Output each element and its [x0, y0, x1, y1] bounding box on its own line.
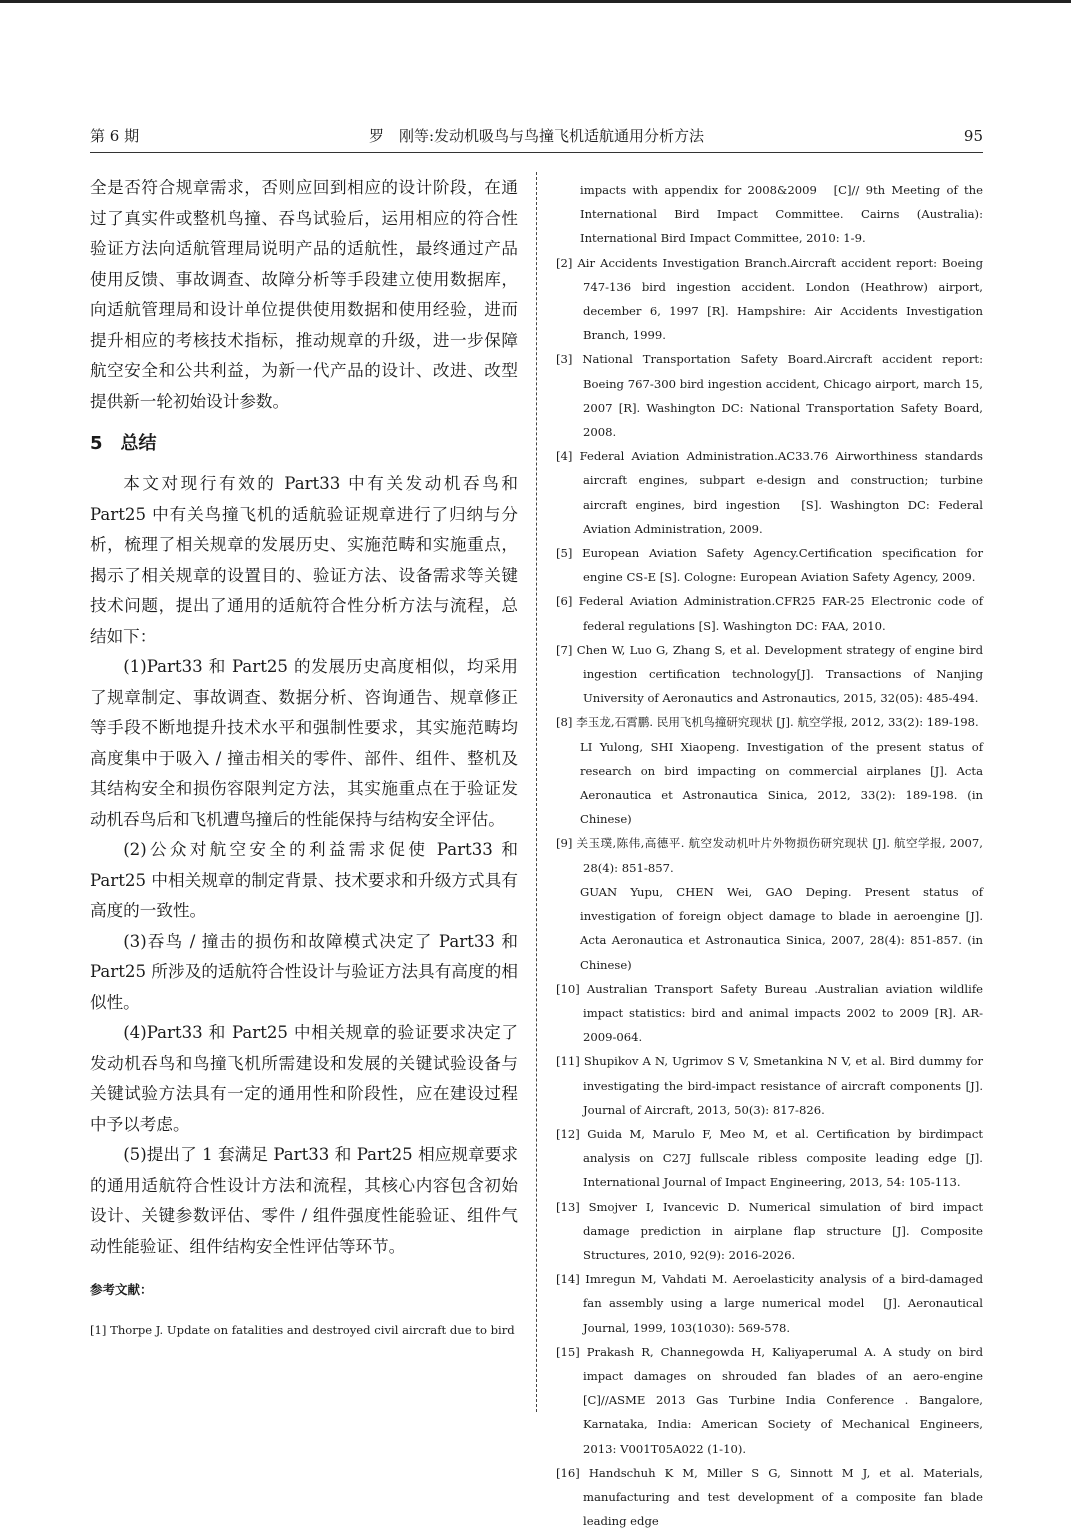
- reference-9: [9] 关玉璞,陈伟,高德平. 航空发动机叶片外物损伤研究现状 [J]. 航空学报, 2007, 28(4): 851-857.: [556, 836, 983, 875]
- top-border-line: [0, 0, 1071, 3]
- reference-2: [2] Air Accidents Investigation Branch.Aircraft accident report: Boeing 747-136 bird ingestion accident. London (Heathrow) airport, december 6, 1997 [R]. Hampshire: Air Accidents Investigation Branch, 1999.: [556, 255, 983, 343]
- reference-16: [16] Handschuh K M, Miller S G, Sinnott M J, et al. Materials, manufacturing and test development of a composite fan blade leading edge: [556, 1465, 983, 1529]
- issue-label: 第 6 期: [90, 127, 140, 145]
- reference-8: [8] 李玉龙,石霄鹏. 民用飞机鸟撞研究现状 [J]. 航空学报, 2012, 33(2): 189-198.: [556, 715, 979, 730]
- summary-point-1: (1)Part33 和 Part25 的发展历史高度相似，均采用了规章制定、事故调查、数据分析、咨询通告、规章修正等手段不断地提升技术水平和强制性要求，其实施范畴均高度集中于吸入 / 撞击相关的零件、部件、组件、整机及其结构安全和损伤容限判定方法，其实施重点在于验证发动机吞鸟后和飞机遭鸟撞后的性能保持与结构安全评估。: [90, 657, 518, 829]
- page-number: 95: [963, 127, 983, 145]
- section-number: 5: [90, 433, 103, 454]
- summary-point-3: (3)吞鸟 / 撞击的损伤和故障模式决定了 Part33 和 Part25 所涉及的适航符合性设计与验证方法具有高度的相似性。: [90, 931, 518, 1012]
- left-column: [90, 173, 518, 1342]
- reference-11: [11] Shupikov A N, Ugrimov S V, Smetankina N V, et al. Bird dummy for investigating the bird-impact resistance of aircraft components [J]. Journal of Aircraft, 2013, 50(3): 817-826.: [556, 1054, 983, 1117]
- reference-14: [14] Imregun M, Vahdati M. Aeroelasticity analysis of a bird-damaged fan assembly using a large numerical model [J]. Aeronautical Journal, 1999, 103(1030): 569-578.: [556, 1272, 983, 1335]
- summary-point-5: (5)提出了 1 套满足 Part33 和 Part25 相应规章要求的通用适航符合性设计方法和流程，其核心内容包含初始设计、关键参数评估、零件 / 组件强度性能验证、组件气动性能验证、组件结构安全性评估等环节。: [90, 1145, 518, 1256]
- reference-3: [3] National Transportation Safety Board.Aircraft accident report: Boeing 767-300 bird ingestion accident, Chicago airport, march 15, 2007 [R]. Washington DC: National Transportation Safety Board, 2008.: [556, 352, 983, 440]
- summary-paragraph: 本文对现行有效的 Part33 中有关发动机吞鸟和 Part25 中有关鸟撞飞机的适航验证规章进行了归纳与分析，梳理了相关规章的发展历史、实施范畴和实施重点，揭示了相关规章的设置目的、验证方法、设备需求等关键技术问题，提出了通用的适航符合性分析方法与流程，总结如下：: [90, 474, 518, 646]
- running-title: 罗 刚等:发动机吸鸟与鸟撞飞机适航通用分析方法: [368, 127, 705, 145]
- reference-10: [10] Australian Transport Safety Bureau .Australian aviation wildlife impact statistics: bird and animal impacts 2002 to 2009 [R]. AR-2009-064.: [556, 981, 983, 1045]
- running-header: [90, 124, 983, 152]
- reference-5: [5] European Aviation Safety Agency.Certification specification for engine CS-E [S]. Cologne: European Aviation Safety Agency, 2009.: [556, 546, 983, 585]
- reference-1-start: [1] Thorpe J. Update on fatalities and destroyed civil aircraft due to bird: [90, 1323, 515, 1337]
- references-heading: 参考文献：: [90, 1282, 153, 1297]
- reference-13: [13] Smojver I, Ivancevic D. Numerical simulation of bird impact damage prediction in airplane flap structure [J]. Composite Structures, 2010, 92(9): 2016-2026.: [556, 1199, 983, 1262]
- intro-paragraph: 全是否符合规章需求，否则应回到相应的设计阶段，在通过了真实件或整机鸟撞、吞鸟试验后，运用相应的符合性验证方法向适航管理局说明产品的适航性，最终通过产品使用反馈、事故调查、故障分析等手段建立使用数据库，向适航管理局和设计单位提供使用数据和使用经验，进而提升相应的考核技术指标，推动规章的升级，进一步保障航空安全和公共利益，为新一代产品的设计、改进、改型提供新一轮初始设计参数。: [90, 178, 518, 411]
- reference-6: [6] Federal Aviation Administration.CFR25 FAR-25 Electronic code of federal regulations [S]. Washington DC: FAA, 2010.: [556, 594, 983, 633]
- header-rule: [90, 152, 983, 153]
- reference-12: [12] Guida M, Marulo F, Meo M, et al. Certification by birdimpact analysis on C27J fullscale ribless composite leading edge [J]. International Journal of Impact Engineering, 2013, 54: 105-113.: [556, 1126, 983, 1190]
- reference-9-english: GUAN Yupu, CHEN Wei, GAO Deping. Present status of investigation of foreign object damage to blade in aeroengine [J]. Acta Aeronautica et Astronautica Sinica, 2007, 28(4): 851-857. (in Chinese): [580, 884, 983, 972]
- section-heading: [90, 429, 518, 459]
- summary-point-2: (2)公众对航空安全的利益需求促使 Part33 和 Part25 中相关规章的制定背景、技术要求和升级方式具有高度的一致性。: [90, 840, 518, 920]
- reference-1-continuation: impacts with appendix for 2008&2009 [C]// 9th Meeting of the International Bird Impact Committee. Cairns (Australia): International Bird Impact Committee, 2010: 1-9.: [580, 183, 983, 246]
- summary-point-4: (4)Part33 和 Part25 中相关规章的验证要求决定了发动机吞鸟和鸟撞飞机所需建设和发展的关键试验设备与关键试验方法具有一定的通用性和阶段性，应在建设过程中予以考虑。: [90, 1023, 518, 1134]
- reference-7: [7] Chen W, Luo G, Zhang S, et al. Development strategy of engine bird ingestion certification technology[J]. Transactions of Nanjing University of Aeronautics and Astronautics, 2015, 32(05): 485-494.: [556, 642, 983, 706]
- reference-4: [4] Federal Aviation Administration.AC33.76 Airworthiness standards aircraft engines, subpart e-design and construction; turbine aircraft engines, bird ingestion [S]. Washington DC: Federal Aviation Administration, 2009.: [556, 449, 983, 536]
- right-column: [556, 178, 983, 1533]
- reference-8-english: LI Yulong, SHI Xiaopeng. Investigation of the present status of research on bird impacting on commercial airplanes [J]. Acta Aeronautica et Astronautica Sinica, 2012, 33(2): 189-198. (in Chinese): [580, 739, 983, 827]
- column-divider: [536, 172, 537, 1412]
- reference-15: [15] Prakash R, Channegowda H, Kaliyaperumal A. A study on bird impact damages on shrouded fan blades of an aero-engine [C]//ASME 2013 Gas Turbine India Conference . Bangalore, Karnataka, India: American Society of Mechanical Engineers, 2013: V001T05A022 (1-10).: [556, 1344, 983, 1456]
- section-title: 总结: [120, 433, 157, 454]
